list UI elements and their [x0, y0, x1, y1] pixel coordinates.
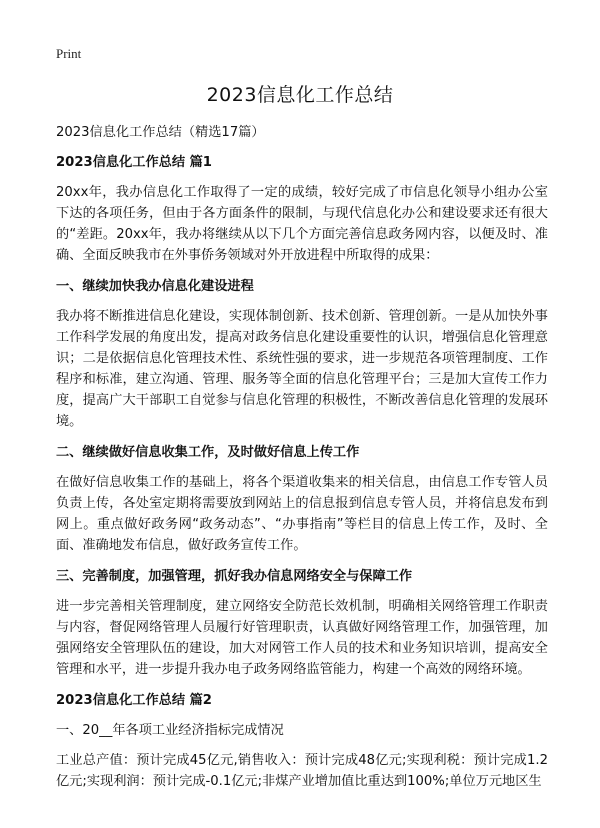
part1-heading: 2023信息化工作总结 篇1: [56, 155, 212, 170]
part2-heading: 2023信息化工作总结 篇2: [56, 693, 212, 708]
part1-section2-body: 在做好信息收集工作的基础上，将各个渠道收集来的相关信息，由信息工作专管人员负责上传，各处室定期将需要放到网站上的信息报到信息专管人员，并将信息发布到网上。重点做好政务网“政务动态”、“办事指南”等栏目的信息上传工作，及时、全面、准确地发布信息，做好政务宣传工作。: [56, 475, 548, 553]
part1-section3-heading: 三、完善制度，加强管理，抓好我办信息网络安全与保障工作: [56, 569, 413, 584]
document-subtitle: 2023信息化工作总结（精选17篇）: [56, 125, 265, 140]
part1-section1-heading: 一、继续加快我办信息化建设进程: [56, 279, 254, 294]
part1-intro: 20xx年，我办信息化工作取得了一定的成绩，较好完成了市信息化领导小组办公室下达的各项任务，但由于各方面条件的限制，与现代信息化办公和建设要求还有很大的“差距。20xx年，我办将继续从以下几个方面完善信息政务网内容，以便及时、准确、全面反映我市在外事侨务领域对外开放进程中所取得的成果：: [56, 185, 548, 263]
part1-section1-body: 我办将不断推进信息化建设，实现体制创新、技术创新、管理创新。一是从加快外事工作科学发展的角度出发，提高对政务信息化建设重要性的认识，增强信息化管理意识；二是依据信息化管理技术性、系统性强的要求，进一步规范各项管理制度、工作程序和标准，建立沟通、管理、服务等全面的信息化管理平台；三是加大宣传工作力度，提高广大干部职工自觉参与信息化管理的积极性，不断改善信息化管理的发展环境。: [56, 309, 548, 429]
part1-section2-heading: 二、继续做好信息收集工作，及时做好信息上传工作: [56, 445, 360, 460]
page-title: 2023信息化工作总结: [206, 84, 394, 106]
part2-body: 工业总产值：预计完成45亿元,销售收入：预计完成48亿元;实现利税：预计完成1.2亿元;实现利润：预计完成-0.1亿元;非煤产业增加值比重达到100%;单位万元地区生: [56, 753, 548, 789]
print-link[interactable]: Print: [56, 46, 82, 61]
part2-item1: 一、20__年各项工业经济指标完成情况: [56, 723, 284, 738]
part1-section3-body: 进一步完善相关管理制度，建立网络安全防范长效机制，明确相关网络管理工作职责与内容，督促网络管理人员履行好管理职责，认真做好网络管理工作，加强管理，加强网络安全管理队伍的建设，加大对网管工作人员的技术和业务知识培训，提高安全管理和水平，进一步提升我办电子政务网络监管能力，构建一个高效的网络环境。: [56, 599, 548, 677]
document-body: [56, 122, 548, 802]
